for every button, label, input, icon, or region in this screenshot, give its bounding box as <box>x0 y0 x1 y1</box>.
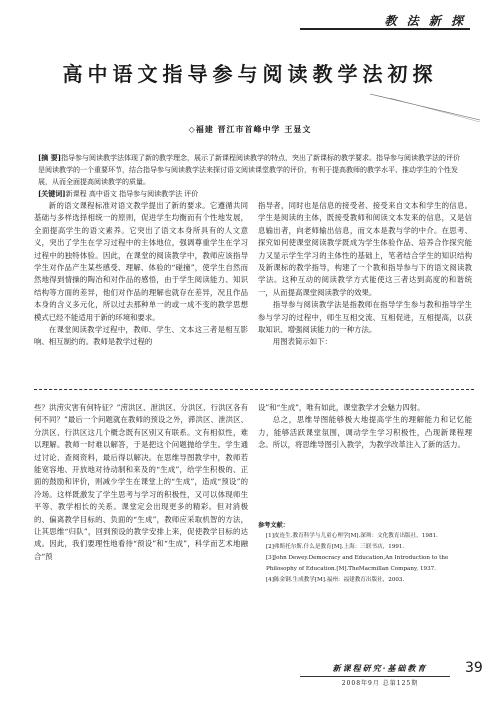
keywords-label: [关键词] <box>38 189 66 198</box>
journal-name: 新课程研究·基础教育 <box>332 663 428 673</box>
references <box>258 520 472 586</box>
lower-right-column <box>258 402 472 452</box>
abstract-text: 指导参与阅读教学法体现了新的教学理念，展示了新课程阅读教学的特点，突出了新课标的教学要求。指导参与阅读教学法的评价是阅读教学的一个重要环节，结合指导参与阅读教学法来探讨语文阅读课堂教学的评价，有利于提高教师的教学水平、推动学生的个性发展，从而全面提高阅读教学的质量。 <box>38 154 461 186</box>
abstract-label: [摘 要] <box>38 153 62 162</box>
page-number: 39 <box>465 660 483 676</box>
section-tag: 教 法 新 探 <box>384 14 466 28</box>
paragraph: 设”和“生成”，唯有如此，课堂教学才会魅力四射。 <box>258 403 425 412</box>
paragraph: 指导者，同时也是信息的接受者、接受来自文本和学生的信息。学生是阅读的主体，既接受教师和阅读文本发来的信息，又是信息输出者，向老师输出信息，而文本是教与学的中介。在思考、探究如何使课堂阅读教学既成为学生体验作品、培养合作探究能力又显示学生学习的主体性的基础上，笔者结合学生的知识结构及新课标的教学指导，构建了一个教和指导参与下的语文阅读教学法。这种互动的阅读教学方式能使这三者达到高度的和谐统一，从而提高课堂阅读教学的效果。 <box>258 201 472 297</box>
lower-left-column <box>34 402 248 563</box>
author-line: ◇福建 晋江市首峰中学 王显文 <box>188 124 312 134</box>
paragraph: 在课堂阅读教学过程中，教师、学生、文本这三者是相互影响、相互制约的。教师是教学过程的 <box>34 325 248 347</box>
reference-item: [3]John Dewey.Democracy and Education,An Introduction to the Philosophy of Education.[M].TheMacmillan Company, 1937. <box>266 555 449 572</box>
paragraph: 指导参与阅读教学法是指教师在指导学生参与教和指导学生参与学习的过程中，师生互相交流、互相促进，互相提高，以获取知识、增强阅读能力的一种方法。 <box>258 300 472 335</box>
article-title: 高中语文指导参与阅读教学法初探 <box>62 62 438 86</box>
section-separator <box>34 389 474 390</box>
reference-item: [1]皮连生.教育科学与儿童心理学[M].深圳：文化教育出版社，1981. <box>266 533 438 539</box>
issue-info: 2008年9月 总第125期 <box>341 680 419 687</box>
reference-item: [2]弗斯托尔斯.什么是教育[M].上海：三联书店，1991. <box>266 544 405 550</box>
references-heading: 参考文献： <box>258 522 289 529</box>
decorative-lines <box>370 92 480 122</box>
keywords-text: 新课程 高中语文 指导参与阅读教学法 评价 <box>65 190 199 198</box>
footer-rule <box>300 676 450 677</box>
reference-item: [4]陈金钢.生成教学[M].福州：福建教育出版社，2003. <box>266 577 405 583</box>
paragraph: 些？洪涝灾害有何特征？”涝洪区、泄洪区、分洪区、行洪区各有何不同？”最后一个问题就在教师的预设之外，滞洪区、泄洪区、分洪区、行洪区这几个概念既有区别又有联系。文有相似性，难以理解。教师一时难以解答，于是把这个问题抛给学生。学生通过讨论、查阅资料，最后得以解决。在思维导图教学中，教师若能宽容地、开放地对待动制和来及的“生成”，给学生积极的、正面的鼓励和评价，则减少学生在课堂上的“生成”，造成“预设”的冷场。这样既激发了学生思考与学习的积极性，又可以体现师生平等、教学相长的关系。课堂定会出现更多的精彩。但对消极的、偏离教学目标的、负面的“生成”，教师应采取机智的方法，让其思维“归队”，回到预设的教学安排上来，促使教学目标的达成。因此，我们要理性地看待“预设”和“生成”，科学而艺术地融合“预 <box>34 403 248 561</box>
body-left-column <box>34 200 248 349</box>
header-rule <box>300 28 470 30</box>
body-right-column <box>258 200 472 349</box>
paragraph: 用图表简示如下： <box>272 337 332 347</box>
abstract-block <box>38 152 466 200</box>
paragraph: 新的语文课程标准对语文教学提出了新的要求。它遵循共同基础与多样选择相统一的原则，促进学生均衡而有个性地发展，全面提高学生的语文素养。它突出了语文本身所具有的人文意义，突出了学生在学习过程中的主体地位，强调尊重学生在学习过程中的独特体验。因此，在课堂的阅读教学中，教师应该指导学生对作品产生某些感受、理解、体验的“碰撞”，使学生自然而然地得到情操的陶冶和对作品的感悟，由于学生阅读能力、知识结构等方面的差异，他们对作品的理解也就存在差异，况且作品本身的含义多元化，所以过去那种单一的或一成不变的教学思想模式已经不能适用于新的环境和要求。 <box>34 201 248 322</box>
paragraph: 总之，思维导图能够极大地提高学生的理解能力和记忆能力，能够活跃课堂氛围，调动学生学习积极性，凸现新课程理念。所以，将思维导图引入教学，为教学改革注入了新的活力。 <box>258 415 472 450</box>
